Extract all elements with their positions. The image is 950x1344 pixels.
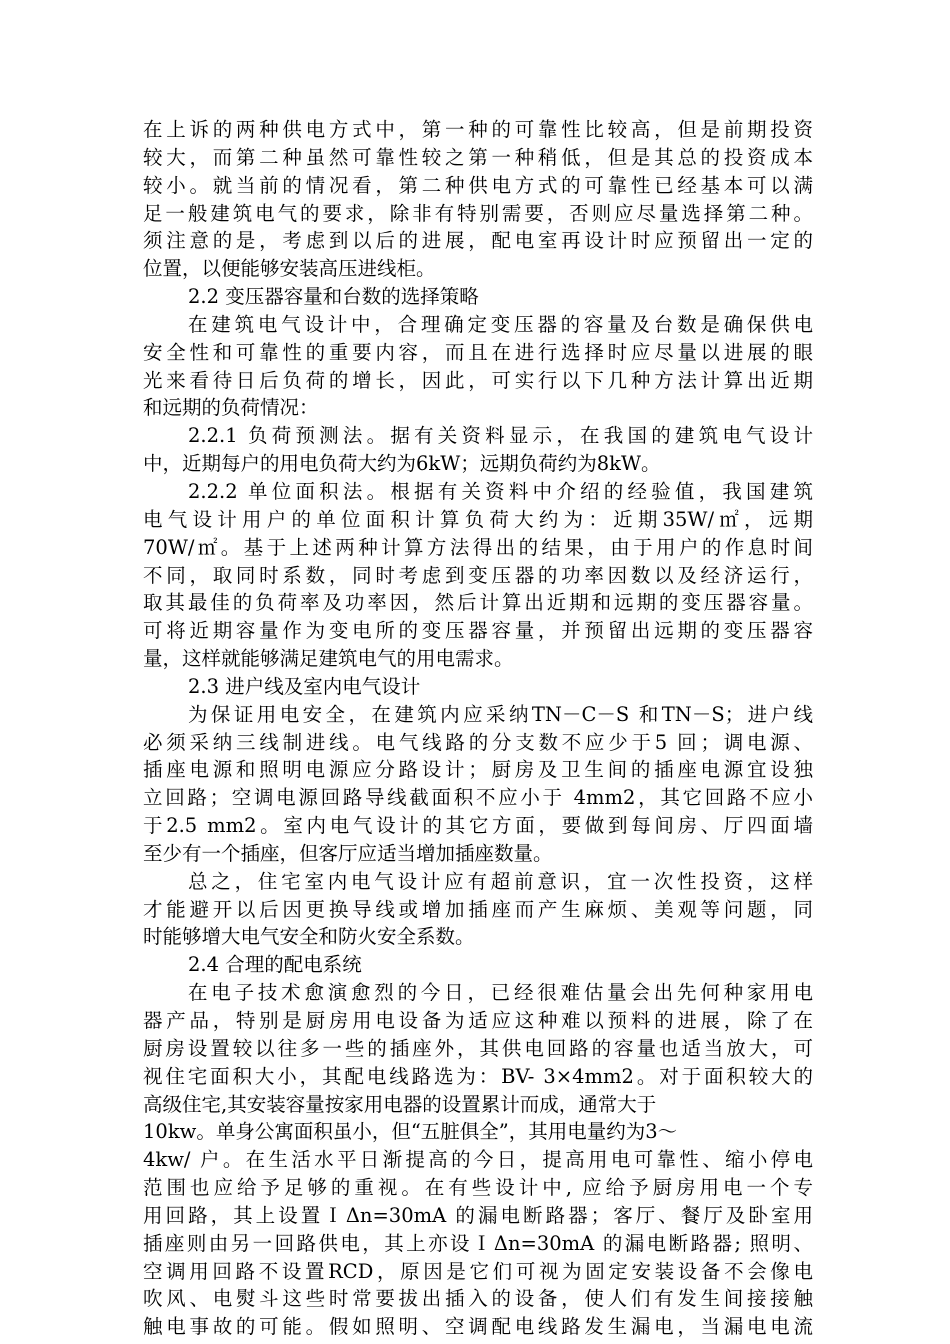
text-line: 较小。就当前的情况看，第二种供电方式的可靠性已经基本可以满 [143,173,813,197]
text-line: 才能避开以后因更换导线或增加插座而产生麻烦、美观等问题，同 [143,897,813,921]
text-line: 必须采纳三线制进线。电气线路的分支数不应少于5 回；调电源、 [143,730,813,754]
document-body [143,116,813,1341]
text-line: 厨房设置较以往多一些的插座外，其供电回路的容量也适当放大，可 [143,1036,813,1060]
text-line: 取其最佳的负荷率及功率因，然后计算出近期和远期的变压器容量。 [143,591,813,615]
text-line: 足一般建筑电气的要求，除非有特别需要，否则应尽量选择第二种。 [143,201,813,225]
text-line: 2.4 合理的配电系统 [188,953,362,977]
text-line: 安全性和可靠性的重要内容，而且在进行选择时应尽量以进展的眼 [143,340,813,364]
text-line: 须注意的是，考虑到以后的进展，配电室再设计时应预留出一定的 [143,229,813,253]
text-line: 空调用回路不设置RCD，原因是它们可视为固定安装设备不会像电 [143,1259,813,1283]
text-line: 插座电源和照明电源应分路设计；厨房及卫生间的插座电源宜设独 [143,758,813,782]
text-line: 高级住宅,其安装容量按家用电器的设置累计而成，通常大于 [143,1092,657,1116]
text-line: 量，这样就能够满足建筑电气的用电需求。 [143,647,514,671]
text-line: 为保证用电安全，在建筑内应采纳TN－C－S 和TN－S；进户线 [188,702,813,726]
text-line: 至少有一个插座，但客厅应适当增加插座数量。 [143,841,553,865]
text-line: 4kw/ 户。在生活水平日渐提高的今日，提高用电可靠性、缩小停电 [143,1148,813,1172]
text-line: 位置，以便能够安装高压进线柜。 [143,257,436,281]
text-line: 2.2.2 单位面积法。根据有关资料中介绍的经验值，我国建筑 [188,479,813,503]
text-line: 在电子技术愈演愈烈的今日，已经很难估量会出先何种家用电 [188,981,813,1005]
text-line: 2.2 变压器容量和台数的选择策略 [188,285,479,309]
text-line: 光来看待日后负荷的增长，因此，可实行以下几种方法计算出近期 [143,368,813,392]
text-line: 可将近期容量作为变电所的变压器容量，并预留出远期的变压器容 [143,619,813,643]
text-line: 不同，取同时系数，同时考虑到变压器的功率因数以及经济运行， [143,563,813,587]
text-line: 立回路；空调电源回路导线截面积不应小于 4mm2，其它回路不应小 [143,786,813,810]
text-line: 10kw。单身公寓面积虽小，但“五脏俱全”，其用电量约为3～ [143,1120,678,1144]
text-line: 范围也应给予足够的重视。在有些设计中, 应给予厨房用电一个专 [143,1176,813,1200]
text-line: 较大，而第二种虽然可靠性较之第一种稍低，但是其总的投资成本 [143,145,813,169]
text-line: 插座则由另一回路供电，其上亦设ＩΔn=30mA 的漏电断路器; 照明、 [143,1231,813,1255]
text-line: 触电事故的可能。假如照明、空调配电线路发生漏电，当漏电电流 [143,1315,813,1339]
text-line: 吹风、电熨斗这些时常要拔出插入的设备，使人们有发生间接接触 [143,1287,813,1311]
text-line: 视住宅面积大小，其配电线路选为：BV- 3×4mm2。对于面积较大的 [143,1064,813,1088]
text-line: 电气设计用户的单位面积计算负荷大约为：近期35W/㎡，远期 [143,507,813,531]
text-line: 2.2.1 负荷预测法。据有关资料显示，在我国的建筑电气设计 [188,424,813,448]
text-line: 中，近期每户的用电负荷大约为6kW；远期负荷约为8kW。 [143,452,661,476]
text-line: 70W/㎡。基于上述两种计算方法得出的结果，由于用户的作息时间 [143,535,813,559]
text-line: 在上诉的两种供电方式中，第一种的可靠性比较高，但是前期投资 [143,118,813,141]
text-line: 在建筑电气设计中，合理确定变压器的容量及台数是确保供电 [188,312,813,336]
text-line: 和远期的负荷情况： [143,396,319,420]
text-line: 2.3 进户线及室内电气设计 [188,674,421,698]
text-line: 用回路，其上设置ＩΔn=30mA 的漏电断路器；客厅、餐厅及卧室用 [143,1203,813,1227]
text-line: 总之，住宅室内电气设计应有超前意识，宜一次性投资，这样 [188,869,813,893]
text-line: 器产品，特别是厨房用电设备为适应这种难以预料的进展，除了在 [143,1009,813,1032]
text-line: 于2.5 mm2。室内电气设计的其它方面，要做到每间房、厅四面墙 [143,814,813,838]
text-line: 时能够增大电气安全和防火安全系数。 [143,925,475,949]
